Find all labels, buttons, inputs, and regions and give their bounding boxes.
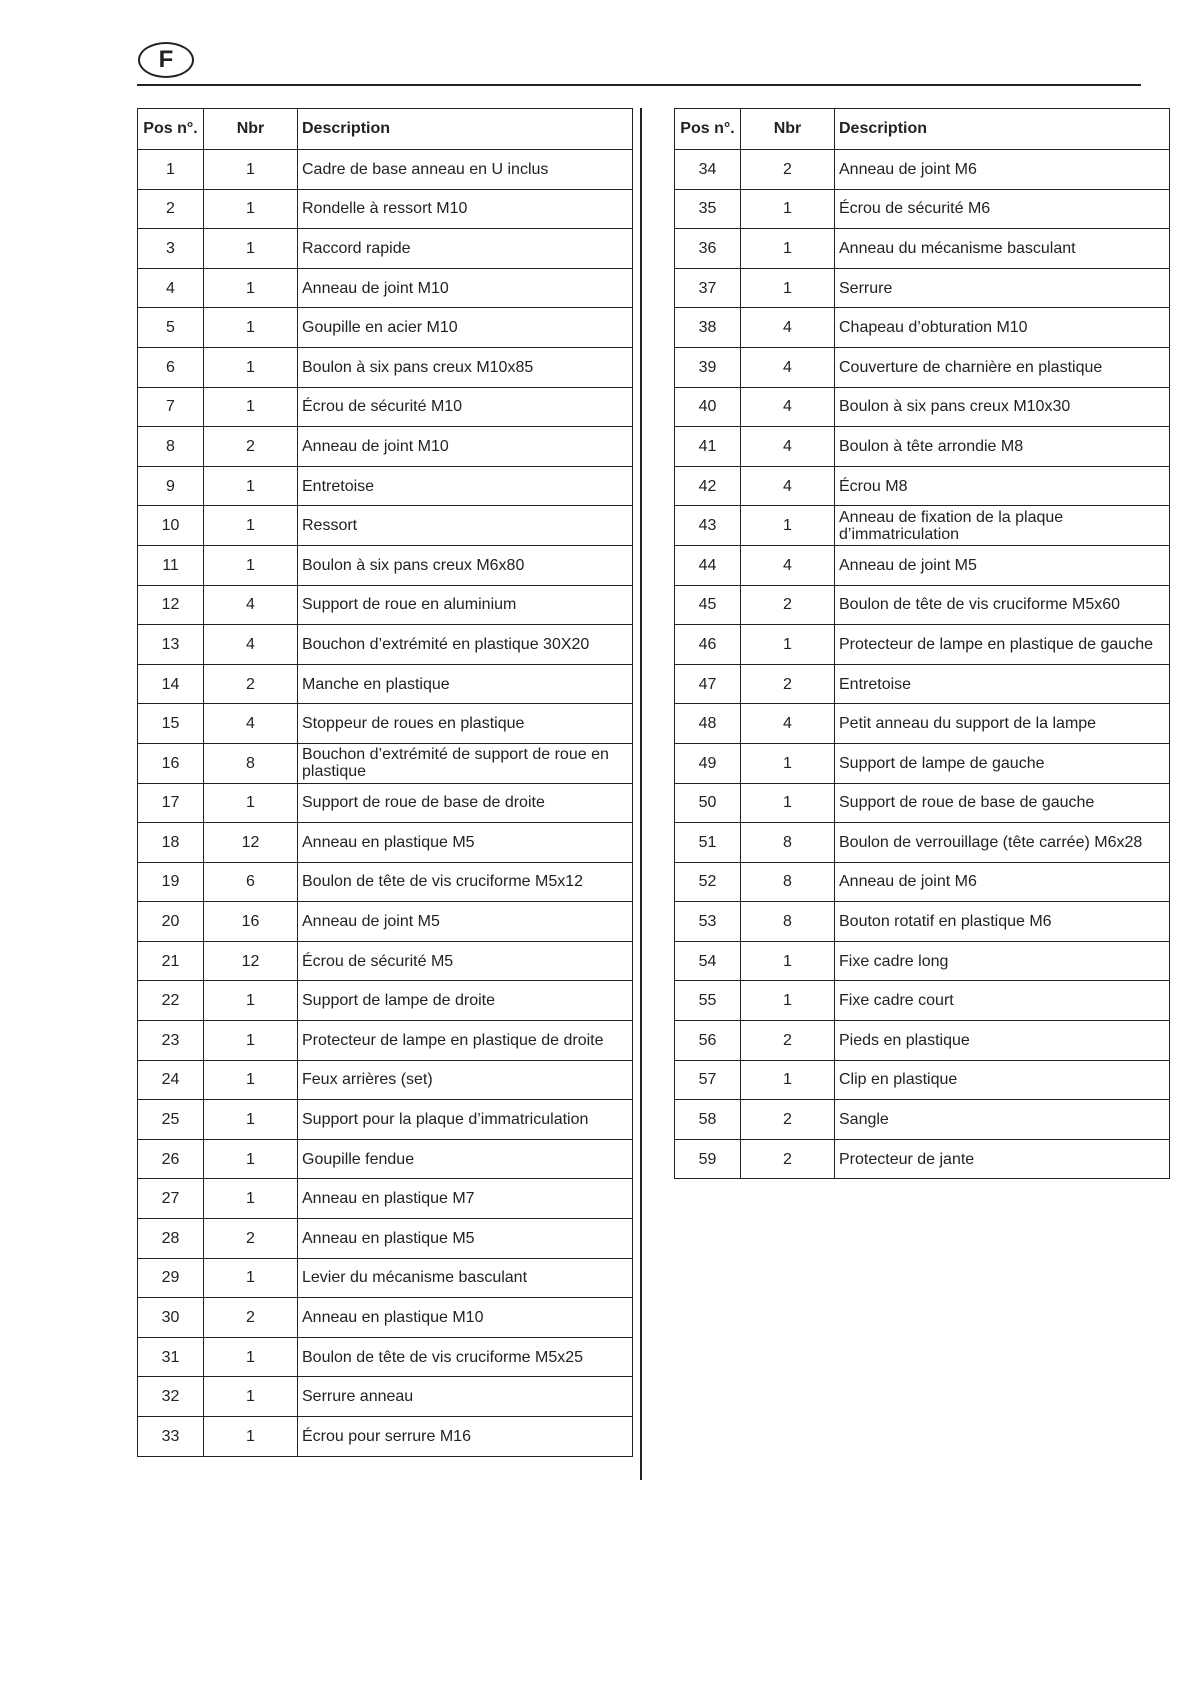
description-cell: Bouchon d’extrémité en plastique 30X20	[298, 625, 633, 665]
pos-cell: 9	[138, 466, 204, 506]
pos-cell: 49	[675, 743, 741, 783]
pos-cell: 12	[138, 585, 204, 625]
pos-cell: 6	[138, 347, 204, 387]
pos-cell: 3	[138, 229, 204, 269]
pos-cell: 59	[675, 1139, 741, 1179]
table-row	[138, 1060, 633, 1100]
table-row	[138, 625, 633, 665]
table-row	[675, 1021, 1170, 1061]
table-row	[138, 941, 633, 981]
description-cell: Support de roue de base de droite	[298, 783, 633, 823]
description-cell: Anneau de joint M10	[298, 427, 633, 467]
description-cell: Support de lampe de gauche	[835, 743, 1170, 783]
quantity-cell: 1	[204, 229, 298, 269]
header-nbr: Nbr	[741, 109, 835, 150]
quantity-cell: 2	[204, 664, 298, 704]
description-cell: Écrou de sécurité M6	[835, 189, 1170, 229]
table-row	[675, 229, 1170, 269]
pos-cell: 19	[138, 862, 204, 902]
quantity-cell: 1	[204, 308, 298, 348]
table-row	[138, 545, 633, 585]
quantity-cell: 4	[204, 585, 298, 625]
description-cell: Petit anneau du support de la lampe	[835, 704, 1170, 744]
table-row	[138, 229, 633, 269]
description-cell: Boulon de verrouillage (tête carrée) M6x28	[835, 823, 1170, 863]
header-nbr: Nbr	[204, 109, 298, 150]
pos-cell: 40	[675, 387, 741, 427]
description-cell: Support de roue de base de gauche	[835, 783, 1170, 823]
table-row	[138, 743, 633, 783]
description-cell: Écrou pour serrure M16	[298, 1417, 633, 1457]
pos-cell: 36	[675, 229, 741, 269]
table-row	[675, 466, 1170, 506]
quantity-cell: 4	[741, 387, 835, 427]
quantity-cell: 1	[741, 783, 835, 823]
quantity-cell: 4	[204, 704, 298, 744]
quantity-cell: 1	[204, 1060, 298, 1100]
description-cell: Anneau en plastique M10	[298, 1298, 633, 1338]
table-row	[675, 981, 1170, 1021]
table-row	[675, 150, 1170, 190]
pos-cell: 2	[138, 189, 204, 229]
table-row	[138, 1298, 633, 1338]
pos-cell: 5	[138, 308, 204, 348]
quantity-cell: 1	[204, 466, 298, 506]
quantity-cell: 1	[204, 347, 298, 387]
description-cell: Anneau de joint M5	[835, 545, 1170, 585]
pos-cell: 26	[138, 1139, 204, 1179]
description-cell: Raccord rapide	[298, 229, 633, 269]
description-cell: Levier du mécanisme basculant	[298, 1258, 633, 1298]
quantity-cell: 2	[741, 150, 835, 190]
quantity-cell: 4	[741, 427, 835, 467]
table-row	[675, 625, 1170, 665]
table-row	[138, 150, 633, 190]
description-cell: Boulon de tête de vis cruciforme M5x60	[835, 585, 1170, 625]
quantity-cell: 12	[204, 823, 298, 863]
quantity-cell: 6	[204, 862, 298, 902]
pos-cell: 35	[675, 189, 741, 229]
table-row	[675, 506, 1170, 546]
description-cell: Fixe cadre long	[835, 941, 1170, 981]
quantity-cell: 8	[204, 743, 298, 783]
table-row	[675, 862, 1170, 902]
table-row	[138, 902, 633, 942]
quantity-cell: 1	[204, 268, 298, 308]
quantity-cell: 1	[741, 941, 835, 981]
table-row	[138, 466, 633, 506]
quantity-cell: 4	[741, 347, 835, 387]
pos-cell: 52	[675, 862, 741, 902]
table-row	[675, 427, 1170, 467]
description-cell: Boulon de tête de vis cruciforme M5x25	[298, 1337, 633, 1377]
pos-cell: 15	[138, 704, 204, 744]
pos-cell: 55	[675, 981, 741, 1021]
pos-cell: 18	[138, 823, 204, 863]
description-cell: Support de roue en aluminium	[298, 585, 633, 625]
pos-cell: 46	[675, 625, 741, 665]
table-row	[138, 347, 633, 387]
table-row	[138, 585, 633, 625]
pos-cell: 8	[138, 427, 204, 467]
pos-cell: 28	[138, 1219, 204, 1259]
quantity-cell: 2	[741, 664, 835, 704]
pos-cell: 29	[138, 1258, 204, 1298]
description-cell: Serrure	[835, 268, 1170, 308]
description-cell: Stoppeur de roues en plastique	[298, 704, 633, 744]
column-divider	[640, 108, 642, 1480]
table-row	[675, 783, 1170, 823]
table-row	[675, 1060, 1170, 1100]
table-row	[675, 545, 1170, 585]
quantity-cell: 1	[204, 1100, 298, 1140]
quantity-cell: 4	[741, 308, 835, 348]
table-row	[675, 347, 1170, 387]
pos-cell: 20	[138, 902, 204, 942]
quantity-cell: 2	[741, 1021, 835, 1061]
description-cell: Clip en plastique	[835, 1060, 1170, 1100]
pos-cell: 14	[138, 664, 204, 704]
pos-cell: 54	[675, 941, 741, 981]
pos-cell: 1	[138, 150, 204, 190]
table-row	[138, 1417, 633, 1457]
description-cell: Bouton rotatif en plastique M6	[835, 902, 1170, 942]
table-row	[675, 823, 1170, 863]
quantity-cell: 1	[204, 506, 298, 546]
pos-cell: 53	[675, 902, 741, 942]
table-row	[138, 1219, 633, 1259]
quantity-cell: 1	[204, 387, 298, 427]
description-cell: Protecteur de lampe en plastique de droite	[298, 1021, 633, 1061]
quantity-cell: 1	[204, 981, 298, 1021]
description-cell: Entretoise	[298, 466, 633, 506]
pos-cell: 51	[675, 823, 741, 863]
table-row	[675, 902, 1170, 942]
description-cell: Boulon de tête de vis cruciforme M5x12	[298, 862, 633, 902]
table-row	[138, 704, 633, 744]
quantity-cell: 1	[741, 743, 835, 783]
table-row	[138, 308, 633, 348]
pos-cell: 33	[138, 1417, 204, 1457]
quantity-cell: 8	[741, 902, 835, 942]
pos-cell: 16	[138, 743, 204, 783]
quantity-cell: 4	[741, 704, 835, 744]
description-cell: Rondelle à ressort M10	[298, 189, 633, 229]
table-row	[675, 308, 1170, 348]
description-cell: Sangle	[835, 1100, 1170, 1140]
pos-cell: 45	[675, 585, 741, 625]
pos-cell: 39	[675, 347, 741, 387]
pos-cell: 34	[675, 150, 741, 190]
description-cell: Pieds en plastique	[835, 1021, 1170, 1061]
description-cell: Anneau de joint M6	[835, 150, 1170, 190]
table-row	[138, 862, 633, 902]
table-row	[138, 268, 633, 308]
quantity-cell: 1	[741, 229, 835, 269]
quantity-cell: 1	[204, 1258, 298, 1298]
pos-cell: 10	[138, 506, 204, 546]
description-cell: Écrou de sécurité M5	[298, 941, 633, 981]
table-row	[138, 1179, 633, 1219]
table-row	[138, 1021, 633, 1061]
table-row	[675, 1139, 1170, 1179]
pos-cell: 37	[675, 268, 741, 308]
pos-cell: 50	[675, 783, 741, 823]
pos-cell: 4	[138, 268, 204, 308]
table-row	[675, 189, 1170, 229]
pos-cell: 43	[675, 506, 741, 546]
pos-cell: 25	[138, 1100, 204, 1140]
table-row	[675, 743, 1170, 783]
table-row	[138, 387, 633, 427]
quantity-cell: 4	[741, 545, 835, 585]
pos-cell: 7	[138, 387, 204, 427]
pos-cell: 13	[138, 625, 204, 665]
description-cell: Anneau de joint M6	[835, 862, 1170, 902]
quantity-cell: 1	[204, 1139, 298, 1179]
pos-cell: 56	[675, 1021, 741, 1061]
description-cell: Anneau en plastique M5	[298, 1219, 633, 1259]
description-cell: Support pour la plaque d’immatriculation	[298, 1100, 633, 1140]
header-pos: Pos n°.	[138, 109, 204, 150]
table-row	[675, 268, 1170, 308]
table-row	[138, 1258, 633, 1298]
pos-cell: 27	[138, 1179, 204, 1219]
pos-cell: 57	[675, 1060, 741, 1100]
table-row	[675, 941, 1170, 981]
quantity-cell: 1	[741, 981, 835, 1021]
quantity-cell: 2	[741, 585, 835, 625]
description-cell: Anneau de joint M5	[298, 902, 633, 942]
table-row	[138, 1377, 633, 1417]
description-cell: Goupille fendue	[298, 1139, 633, 1179]
quantity-cell: 1	[204, 1179, 298, 1219]
parts-table-right	[674, 108, 1170, 1179]
pos-cell: 44	[675, 545, 741, 585]
header-rule	[137, 84, 1141, 86]
pos-cell: 22	[138, 981, 204, 1021]
table-row	[138, 427, 633, 467]
pos-cell: 11	[138, 545, 204, 585]
table-header-row	[138, 109, 633, 150]
description-cell: Boulon à six pans creux M6x80	[298, 545, 633, 585]
quantity-cell: 1	[741, 625, 835, 665]
description-cell: Chapeau d’obturation M10	[835, 308, 1170, 348]
quantity-cell: 12	[204, 941, 298, 981]
header-description: Description	[835, 109, 1170, 150]
description-cell: Support de lampe de droite	[298, 981, 633, 1021]
table-row	[138, 783, 633, 823]
quantity-cell: 1	[204, 1337, 298, 1377]
description-cell: Ressort	[298, 506, 633, 546]
table-row	[675, 704, 1170, 744]
description-cell: Protecteur de lampe en plastique de gauche	[835, 625, 1170, 665]
quantity-cell: 1	[741, 268, 835, 308]
pos-cell: 42	[675, 466, 741, 506]
description-cell: Protecteur de jante	[835, 1139, 1170, 1179]
table-row	[675, 585, 1170, 625]
quantity-cell: 4	[204, 625, 298, 665]
quantity-cell: 1	[741, 1060, 835, 1100]
quantity-cell: 1	[741, 506, 835, 546]
header-description: Description	[298, 109, 633, 150]
table-row	[138, 1139, 633, 1179]
pos-cell: 47	[675, 664, 741, 704]
parts-table-left	[137, 108, 633, 1457]
table-row	[675, 387, 1170, 427]
pos-cell: 38	[675, 308, 741, 348]
pos-cell: 48	[675, 704, 741, 744]
quantity-cell: 8	[741, 862, 835, 902]
quantity-cell: 8	[741, 823, 835, 863]
description-cell: Anneau de fixation de la plaque d’immatriculation	[835, 506, 1170, 546]
pos-cell: 58	[675, 1100, 741, 1140]
description-cell: Anneau en plastique M5	[298, 823, 633, 863]
table-row	[138, 506, 633, 546]
quantity-cell: 1	[204, 150, 298, 190]
table-row	[138, 1337, 633, 1377]
quantity-cell: 2	[204, 1219, 298, 1259]
pos-cell: 24	[138, 1060, 204, 1100]
quantity-cell: 1	[741, 189, 835, 229]
description-cell: Boulon à six pans creux M10x85	[298, 347, 633, 387]
quantity-cell: 1	[204, 189, 298, 229]
parts-table-right-body	[675, 150, 1170, 1179]
language-badge: F	[138, 42, 194, 78]
table-header-row	[675, 109, 1170, 150]
quantity-cell: 2	[741, 1139, 835, 1179]
description-cell: Fixe cadre court	[835, 981, 1170, 1021]
description-cell: Écrou M8	[835, 466, 1170, 506]
description-cell: Écrou de sécurité M10	[298, 387, 633, 427]
pos-cell: 31	[138, 1337, 204, 1377]
pos-cell: 21	[138, 941, 204, 981]
table-row	[138, 981, 633, 1021]
quantity-cell: 1	[204, 1377, 298, 1417]
pos-cell: 41	[675, 427, 741, 467]
quantity-cell: 2	[204, 1298, 298, 1338]
pos-cell: 32	[138, 1377, 204, 1417]
description-cell: Anneau du mécanisme basculant	[835, 229, 1170, 269]
description-cell: Boulon à tête arrondie M8	[835, 427, 1170, 467]
pos-cell: 23	[138, 1021, 204, 1061]
description-cell: Cadre de base anneau en U inclus	[298, 150, 633, 190]
description-cell: Anneau en plastique M7	[298, 1179, 633, 1219]
table-row	[138, 664, 633, 704]
table-row	[138, 823, 633, 863]
quantity-cell: 2	[204, 427, 298, 467]
table-row	[138, 1100, 633, 1140]
quantity-cell: 1	[204, 545, 298, 585]
description-cell: Boulon à six pans creux M10x30	[835, 387, 1170, 427]
table-row	[675, 664, 1170, 704]
table-row	[675, 1100, 1170, 1140]
description-cell: Feux arrières (set)	[298, 1060, 633, 1100]
description-cell: Bouchon d’extrémité de support de roue en plastique	[298, 743, 633, 783]
quantity-cell: 1	[204, 1417, 298, 1457]
quantity-cell: 16	[204, 902, 298, 942]
quantity-cell: 2	[741, 1100, 835, 1140]
quantity-cell: 1	[204, 783, 298, 823]
parts-table-left-body	[138, 150, 633, 1457]
description-cell: Anneau de joint M10	[298, 268, 633, 308]
table-row	[138, 189, 633, 229]
description-cell: Serrure anneau	[298, 1377, 633, 1417]
description-cell: Manche en plastique	[298, 664, 633, 704]
pos-cell: 30	[138, 1298, 204, 1338]
header-pos: Pos n°.	[675, 109, 741, 150]
quantity-cell: 1	[204, 1021, 298, 1061]
pos-cell: 17	[138, 783, 204, 823]
quantity-cell: 4	[741, 466, 835, 506]
description-cell: Couverture de charnière en plastique	[835, 347, 1170, 387]
description-cell: Goupille en acier M10	[298, 308, 633, 348]
description-cell: Entretoise	[835, 664, 1170, 704]
